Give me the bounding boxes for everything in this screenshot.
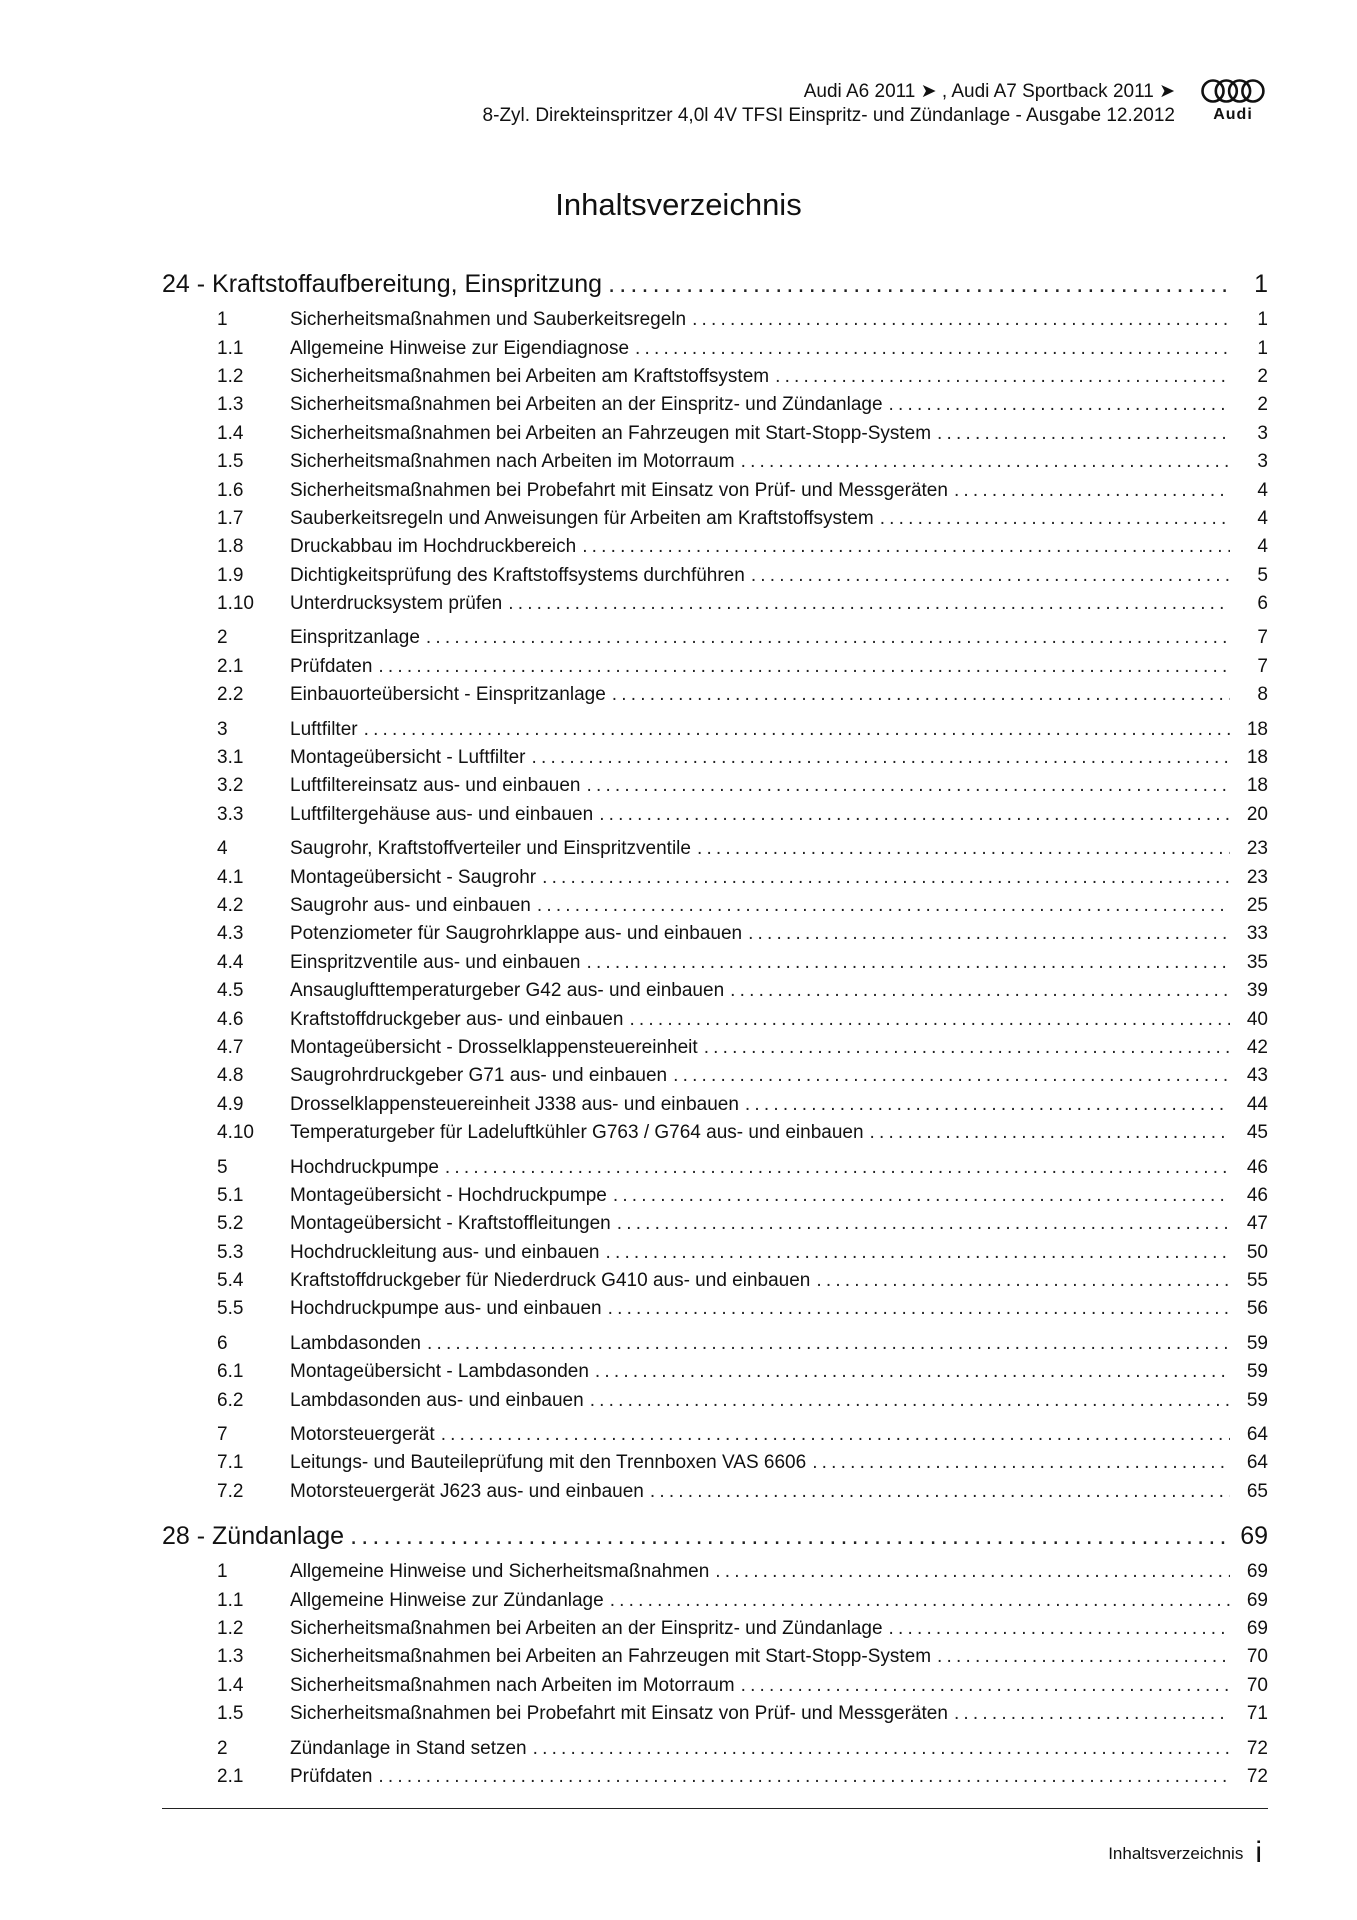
dot-leader [427,1333,1230,1355]
toc-subsection[interactable] [162,505,1268,533]
dot-leader [595,1361,1230,1383]
dot-leader [586,775,1230,797]
entry-number: 5.5 [217,1298,244,1320]
entry-page-number: 1 [1257,309,1268,331]
header-vehicle-models: Audi A6 2011 ➤ , Audi A7 Sportback 2011 ➤ [803,81,1175,102]
entry-page-number: 20 [1246,803,1268,825]
entry-number: 2 [217,1737,228,1759]
toc-subsection[interactable] [162,801,1268,829]
entry-page-number: 50 [1246,1241,1268,1263]
entry-title: Motorsteuergerät J623 aus- und einbauen [290,1480,644,1502]
toc-subsection[interactable] [162,562,1268,590]
entry-page-number: 72 [1246,1737,1268,1759]
entry-page-number: 2 [1257,394,1268,416]
toc-section[interactable] [162,1330,1268,1358]
entry-title: Montageübersicht - Hochdruckpumpe [290,1184,607,1206]
toc-section[interactable] [162,1734,1268,1762]
entry-page-number: 23 [1246,866,1268,888]
entry-page-number: 69 [1246,1589,1268,1611]
entry-title: Sicherheitsmaßnahmen nach Arbeiten im Motorraum [290,451,735,473]
entry-number: 5.2 [217,1213,244,1235]
entry-title: Montageübersicht - Luftfilter [290,747,526,769]
entry-page-number: 65 [1246,1480,1268,1502]
dot-leader [870,1122,1230,1144]
entry-title: Ansauglufttemperaturgeber G42 aus- und einbauen [290,980,725,1002]
audi-rings-icon [1200,78,1266,104]
entry-title: Drosselklappensteuereinheit J338 aus- und einbauen [290,1093,739,1115]
footer [1108,1836,1262,1870]
dot-leader [612,684,1230,706]
toc-subsection[interactable] [162,1091,1268,1119]
entry-page-number: 59 [1246,1389,1268,1411]
entry-title: Sicherheitsmaßnahmen bei Arbeiten an der Einspritz- und Zündanlage [290,394,883,416]
entry-page-number: 55 [1246,1270,1268,1292]
entry-number: 3 [217,718,228,740]
entry-page-number: 39 [1246,980,1268,1002]
header [483,80,1175,128]
toc-section[interactable] [162,624,1268,652]
spacer [162,1506,1268,1514]
toc-subsection[interactable] [162,1478,1268,1506]
entry-page-number: 59 [1246,1361,1268,1383]
entry-title: Allgemeine Hinweise zur Zündanlage [290,1589,604,1611]
dot-leader [889,1618,1230,1640]
entry-number: 1.3 [217,394,244,416]
entry-title: Lambdasonden [290,1332,421,1354]
entry-page-number: 43 [1246,1065,1268,1087]
audi-logo [1197,78,1269,130]
entry-number: 2 [217,627,228,649]
entry-page-number: 35 [1246,951,1268,973]
entry-number: 7 [217,1424,228,1446]
toc-subsection[interactable] [162,1239,1268,1267]
entry-number: 6 [217,1332,228,1354]
dot-leader [697,838,1230,860]
entry-number: 4.6 [217,1008,244,1030]
entry-number: 5 [217,1156,228,1178]
toc-subsection[interactable] [162,653,1268,681]
entry-title: Einbauorteübersicht - Einspritzanlage [290,684,606,706]
entry-page-number: 46 [1246,1184,1268,1206]
entry-title: Sicherheitsmaßnahmen bei Probefahrt mit Einsatz von Prüf- und Messgeräten [290,1703,948,1725]
dot-leader [954,1703,1230,1725]
entry-title: 24 - Kraftstoffaufbereitung, Einspritzung [162,269,603,298]
dot-leader [582,536,1230,558]
dot-leader [775,366,1230,388]
entry-number: 4.5 [217,980,244,1002]
toc-subsection[interactable] [162,1763,1268,1791]
dot-leader [650,1481,1230,1503]
entry-title: Potenziometer für Saugrohrklappe aus- und einbauen [290,923,743,945]
entry-title: Allgemeine Hinweise und Sicherheitsmaßnahmen [290,1561,710,1583]
entry-page-number: 56 [1246,1298,1268,1320]
entry-page-number: 69 [1246,1617,1268,1639]
dot-leader [508,593,1230,615]
entry-number: 2.1 [217,1765,244,1787]
toc-chapter[interactable] [162,1514,1268,1558]
toc-section[interactable] [162,306,1268,334]
toc-section[interactable] [162,835,1268,863]
entry-page-number: 18 [1246,775,1268,797]
dot-leader [599,804,1230,826]
dot-leader [751,565,1230,587]
entry-number: 7.2 [217,1480,244,1502]
dot-leader [748,923,1230,945]
dot-leader [537,895,1230,917]
entry-page-number: 64 [1246,1424,1268,1446]
toc-chapter[interactable] [162,262,1268,306]
toc-subsection[interactable] [162,1005,1268,1033]
dot-leader [954,480,1230,502]
entry-page-number: 71 [1246,1703,1268,1725]
toc-subsection[interactable] [162,391,1268,419]
entry-page-number: 7 [1257,655,1268,677]
entry-page-number: 4 [1257,479,1268,501]
entry-title: Hochdruckpumpe [290,1156,439,1178]
dot-leader [673,1065,1230,1087]
toc-subsection[interactable] [162,1182,1268,1210]
entry-number: 4.10 [217,1122,254,1144]
entry-page-number: 3 [1257,422,1268,444]
entry-number: 3.1 [217,747,244,769]
entry-title: Montageübersicht - Saugrohr [290,866,537,888]
dot-leader [741,451,1230,473]
entry-number: 4.8 [217,1065,244,1087]
entry-title: Zündanlage in Stand setzen [290,1737,527,1759]
dot-leader [608,270,1230,299]
entry-title: Saugrohr, Kraftstoffverteiler und Einspritzventile [290,838,691,860]
dot-leader [378,656,1230,678]
dot-leader [613,1185,1230,1207]
entry-title: Kraftstoffdruckgeber aus- und einbauen [290,1008,624,1030]
toc-subsection[interactable] [162,1267,1268,1295]
toc-subsection[interactable] [162,920,1268,948]
entry-number: 1.8 [217,536,244,558]
entry-page-number: 18 [1246,747,1268,769]
entry-page-number: 18 [1246,718,1268,740]
dot-leader [610,1590,1230,1612]
entry-title: Sicherheitsmaßnahmen bei Arbeiten an Fahrzeugen mit Start-Stopp-System [290,1646,932,1668]
entry-number: 3.2 [217,775,244,797]
entry-number: 7.1 [217,1452,244,1474]
entry-title: Luftfiltergehäuse aus- und einbauen [290,803,594,825]
entry-page-number: 70 [1246,1674,1268,1696]
entry-page-number: 5 [1257,564,1268,586]
entry-number: 3.3 [217,803,244,825]
entry-page-number: 72 [1246,1765,1268,1787]
entry-number: 6.2 [217,1389,244,1411]
entry-title: Montageübersicht - Kraftstoffleitungen [290,1213,611,1235]
entry-title: Hochdruckleitung aus- und einbauen [290,1241,600,1263]
dot-leader [704,1037,1230,1059]
entry-number: 1.7 [217,507,244,529]
entry-title: Sicherheitsmaßnahmen nach Arbeiten im Motorraum [290,1674,735,1696]
entry-title: Montageübersicht - Lambdasonden [290,1361,589,1383]
footer-page-number: i [1255,1836,1262,1869]
entry-title: Temperaturgeber für Ladeluftkühler G763 / G764 aus- und einbauen [290,1122,864,1144]
entry-page-number: 40 [1246,1008,1268,1030]
toc-subsection[interactable] [162,1386,1268,1414]
entry-title: Leitungs- und Bauteileprüfung mit den Trennboxen VAS 6606 [290,1452,807,1474]
entry-number: 2.2 [217,684,244,706]
entry-title: 28 - Zündanlage [162,1521,345,1550]
entry-page-number: 8 [1257,684,1268,706]
entry-number: 4 [217,838,228,860]
entry-number: 6.1 [217,1361,244,1383]
entry-title: Einspritzventile aus- und einbauen [290,951,581,973]
audi-logo-text: Audi [1213,106,1253,123]
dot-leader [532,747,1230,769]
entry-title: Sicherheitsmaßnahmen bei Probefahrt mit Einsatz von Prüf- und Messgeräten [290,479,948,501]
entry-page-number: 70 [1246,1646,1268,1668]
entry-page-number: 69 [1246,1561,1268,1583]
entry-page-number: 25 [1246,895,1268,916]
dot-leader [445,1157,1230,1179]
page-title: Inhaltsverzeichnis [555,187,802,222]
entry-number: 1.4 [217,422,244,444]
entry-page-number: 7 [1257,627,1268,649]
entry-title: Prüfdaten [290,1765,373,1787]
dot-leader [364,719,1230,741]
entry-number: 4.4 [217,951,244,973]
entry-number: 2.1 [217,655,244,677]
entry-number: 4.1 [217,866,244,888]
toc-subsection[interactable] [162,1034,1268,1062]
entry-page-number: 3 [1257,451,1268,473]
dot-leader [629,1009,1230,1031]
dot-leader [533,1738,1230,1760]
toc-section[interactable] [162,1421,1268,1449]
entry-number: 5.3 [217,1241,244,1263]
dot-leader [730,980,1230,1002]
entry-title: Einspritzanlage [290,627,420,649]
entry-title: Allgemeine Hinweise zur Eigendiagnose [290,337,630,359]
toc-subsection[interactable] [162,1700,1268,1728]
entry-page-number: 1 [1257,337,1268,359]
entry-page-number: 44 [1246,1093,1268,1115]
entry-number: 1.1 [217,1589,244,1611]
dot-leader [816,1270,1230,1292]
entry-number: 1.6 [217,479,244,501]
dot-leader [745,1094,1230,1116]
footer-divider [162,1808,1268,1809]
toc-subsection[interactable] [162,892,1268,920]
dot-leader [606,1242,1231,1264]
entry-number: 1.2 [217,365,244,387]
dot-leader [880,508,1230,530]
toc-subsection[interactable] [162,448,1268,476]
entry-number: 4.2 [217,895,244,916]
entry-title: Prüfdaten [290,655,373,677]
entry-number: 1 [217,309,228,331]
entry-page-number: 23 [1246,838,1268,860]
entry-title: Sicherheitsmaßnahmen bei Arbeiten am Kraftstoffsystem [290,365,770,387]
toc-subsection[interactable] [162,1643,1268,1671]
toc-subsection[interactable] [162,949,1268,977]
dot-leader [692,309,1230,331]
entry-page-number: 4 [1257,507,1268,529]
toc-subsection[interactable] [162,863,1268,891]
toc-section[interactable] [162,1558,1268,1586]
entry-number: 1 [217,1561,228,1583]
entry-page-number: 59 [1246,1332,1268,1354]
entry-title: Montageübersicht - Drosselklappensteuereinheit [290,1036,698,1058]
toc-subsection[interactable] [162,1119,1268,1147]
footer-label: Inhaltsverzeichnis [1108,1844,1244,1863]
entry-page-number: 6 [1257,593,1268,615]
header-document-subtitle: 8-Zyl. Direkteinspritzer 4,0l 4V TFSI Einspritz- und Zündanlage - Ausgabe 12.2012 [482,105,1175,126]
entry-title: Lambdasonden aus- und einbauen [290,1389,584,1411]
entry-number: 4.7 [217,1036,244,1058]
entry-page-number: 42 [1246,1036,1268,1058]
toc-subsection[interactable] [162,334,1268,362]
entry-title: Sicherheitsmaßnahmen bei Arbeiten an Fahrzeugen mit Start-Stopp-System [290,422,932,444]
dot-leader [350,1522,1230,1551]
dot-leader [441,1424,1230,1446]
toc-subsection[interactable] [162,977,1268,1005]
entry-number: 4.3 [217,923,244,945]
entry-title: Luftfiltereinsatz aus- und einbauen [290,775,581,797]
dot-leader [741,1675,1230,1697]
toc-subsection[interactable] [162,533,1268,561]
dot-leader [590,1390,1230,1412]
entry-number: 1.9 [217,564,244,586]
toc-subsection[interactable] [162,744,1268,772]
toc-subsection[interactable] [162,1672,1268,1700]
dot-leader [378,1766,1230,1788]
entry-number: 1.1 [217,337,244,359]
entry-title: Dichtigkeitsprüfung des Kraftstoffsystems durchführen [290,564,745,586]
dot-leader [937,423,1230,445]
dot-leader [542,867,1230,889]
toc-subsection[interactable] [162,1586,1268,1614]
dot-leader [426,627,1230,649]
toc-subsection[interactable] [162,1358,1268,1386]
entry-page-number: 46 [1246,1156,1268,1178]
toc-subsection[interactable] [162,1295,1268,1323]
entry-title: Druckabbau im Hochdruckbereich [290,536,577,558]
toc-subsection[interactable] [162,590,1268,618]
dot-leader [608,1298,1230,1320]
entry-number: 5.1 [217,1184,244,1206]
entry-title: Luftfilter [290,718,358,740]
entry-title: Sicherheitsmaßnahmen und Sauberkeitsregeln [290,309,687,331]
entry-number: 5.4 [217,1270,244,1292]
entry-number: 1.5 [217,1703,244,1725]
entry-title: Saugrohrdruckgeber G71 aus- und einbauen [290,1065,668,1087]
toc-subsection[interactable] [162,772,1268,800]
entry-number: 1.4 [217,1674,244,1696]
dot-leader [635,338,1230,360]
entry-page-number: 4 [1257,536,1268,558]
toc-subsection[interactable] [162,1210,1268,1238]
toc-subsection[interactable] [162,1449,1268,1477]
entry-title: Hochdruckpumpe aus- und einbauen [290,1298,602,1320]
table-of-contents [162,262,1268,1791]
toc-subsection[interactable] [162,420,1268,448]
entry-number: 1.10 [217,593,254,615]
entry-title: Saugrohr aus- und einbauen [290,895,531,916]
entry-page-number: 45 [1246,1122,1268,1144]
dot-leader [586,952,1230,974]
toc-subsection[interactable] [162,1062,1268,1090]
entry-page-number: 1 [1254,269,1268,298]
toc-subsection[interactable] [162,1615,1268,1643]
entry-number: 1.3 [217,1646,244,1668]
dot-leader [812,1452,1230,1474]
entry-page-number: 2 [1257,365,1268,387]
toc-subsection[interactable] [162,363,1268,391]
toc-section[interactable] [162,1153,1268,1181]
entry-title: Unterdrucksystem prüfen [290,593,503,615]
entry-title: Sicherheitsmaßnahmen bei Arbeiten an der Einspritz- und Zündanlage [290,1617,883,1639]
entry-page-number: 64 [1246,1452,1268,1474]
toc-section[interactable] [162,715,1268,743]
dot-leader [889,394,1230,416]
entry-number: 1.5 [217,451,244,473]
dot-leader [937,1646,1230,1668]
dot-leader [617,1213,1230,1235]
toc-subsection[interactable] [162,681,1268,709]
entry-number: 4.9 [217,1093,244,1115]
toc-subsection[interactable] [162,476,1268,504]
entry-number: 1.2 [217,1617,244,1639]
entry-title: Kraftstoffdruckgeber für Niederdruck G410 aus- und einbauen [290,1270,811,1292]
entry-page-number: 47 [1246,1213,1268,1235]
entry-page-number: 33 [1246,923,1268,945]
entry-title: Sauberkeitsregeln und Anweisungen für Arbeiten am Kraftstoffsystem [290,507,874,529]
dot-leader [715,1561,1230,1583]
entry-page-number: 69 [1240,1521,1268,1550]
entry-title: Motorsteuergerät [290,1424,435,1446]
